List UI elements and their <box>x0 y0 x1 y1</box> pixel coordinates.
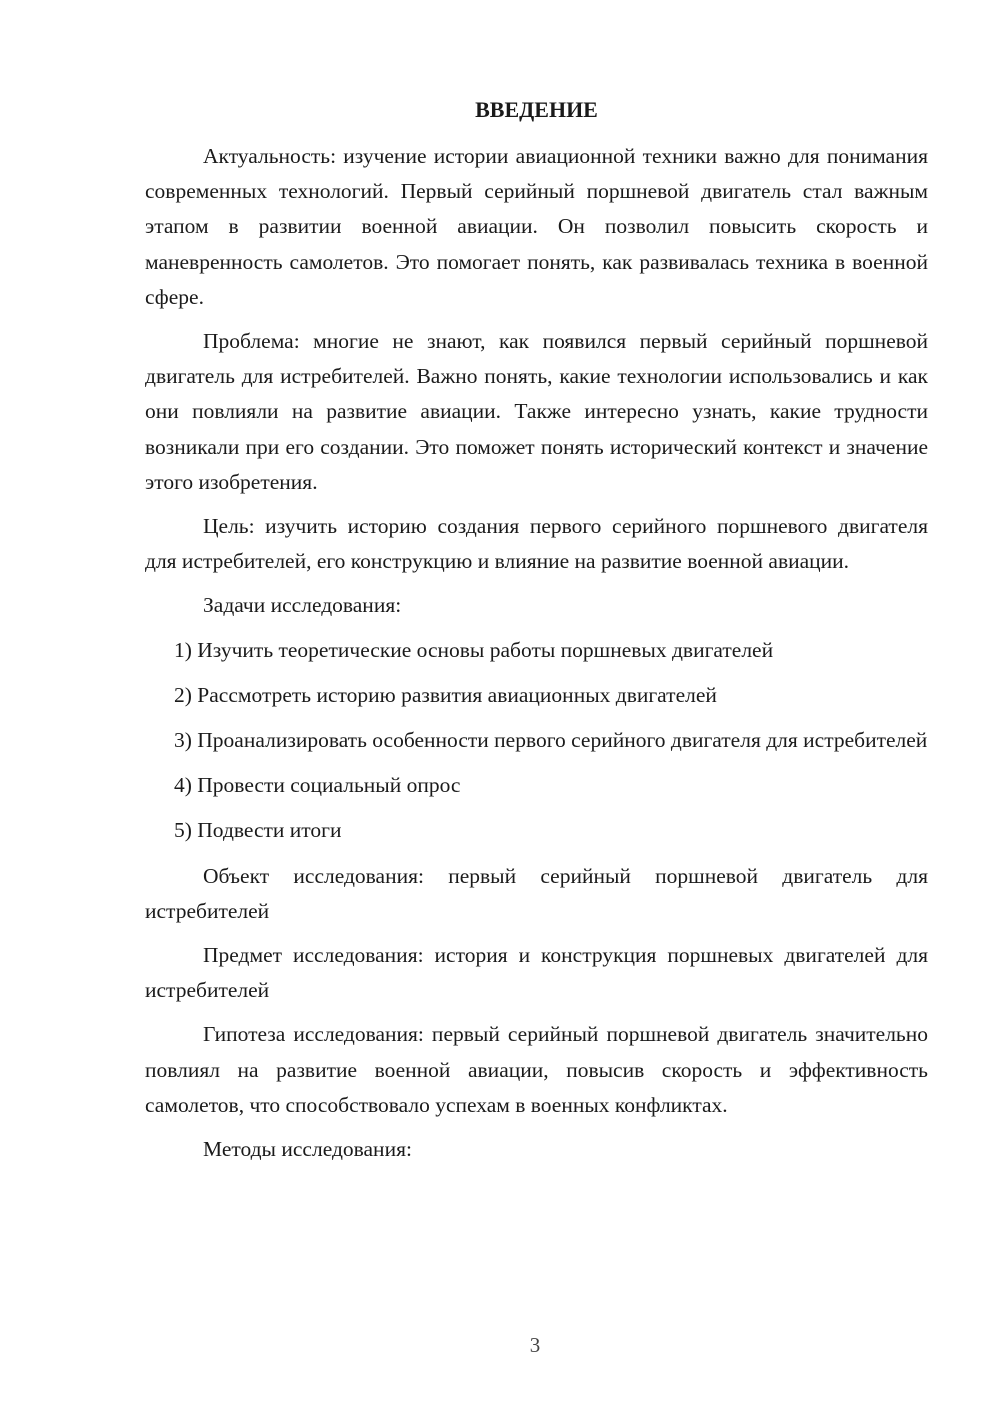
task-item-1: 1) Изучить теоретические основы работы поршневых двигателей <box>174 637 774 662</box>
paragraph-goal: Цель: изучить историю создания первого серийного поршневого двигателя для истребителей, его конструкцию и влияние на развитие военной авиации. <box>145 514 928 574</box>
document-page <box>145 93 928 1176</box>
task-item-5: 5) Подвести итоги <box>174 818 342 843</box>
document-title: ВВЕДЕНИЕ <box>475 97 598 122</box>
task-list <box>145 633 928 849</box>
page-number: 3 <box>529 1333 541 1357</box>
paragraph-subject: Предмет исследования: история и конструкция поршневых двигателей для истребителей <box>145 943 928 1003</box>
task-item-4: 4) Провести социальный опрос <box>174 773 461 798</box>
task-item-2: 2) Рассмотреть историю развития авиационных двигателей <box>174 682 717 707</box>
paragraph-problem: Проблема: многие не знают, как появился первый серийный поршневой двигатель для истребителей. Важно понять, какие технологии использовались и как они повлияли на развитие авиации. Также интересно узнать, какие трудности возникали при его создании. Это поможет понять исторический контекст и значение этого изобретения. <box>145 329 928 494</box>
paragraph-relevance: Актуальность: изучение истории авиационной техники важно для понимания современных технологий. Первый серийный поршневой двигатель стал важным этапом в развитии военной авиации. Он позволил повысить скорость и маневренность самолетов. Это помогает понять, как развивалась техника в военной сфере. <box>145 144 928 309</box>
paragraph-object: Объект исследования: первый серийный поршневой двигатель для истребителей <box>145 863 928 923</box>
task-item-3: 3) Проанализировать особенности первого серийного двигателя для истребителей <box>174 728 928 753</box>
tasks-heading: Задачи исследования: <box>203 593 402 618</box>
paragraph-hypothesis: Гипотеза исследования: первый серийный поршневой двигатель значительно повлиял на развитие военной авиации, повысив скорость и эффективность самолетов, что способствовало успехам в военных конфликтах. <box>145 1022 928 1117</box>
methods-heading: Методы исследования: <box>203 1137 412 1162</box>
